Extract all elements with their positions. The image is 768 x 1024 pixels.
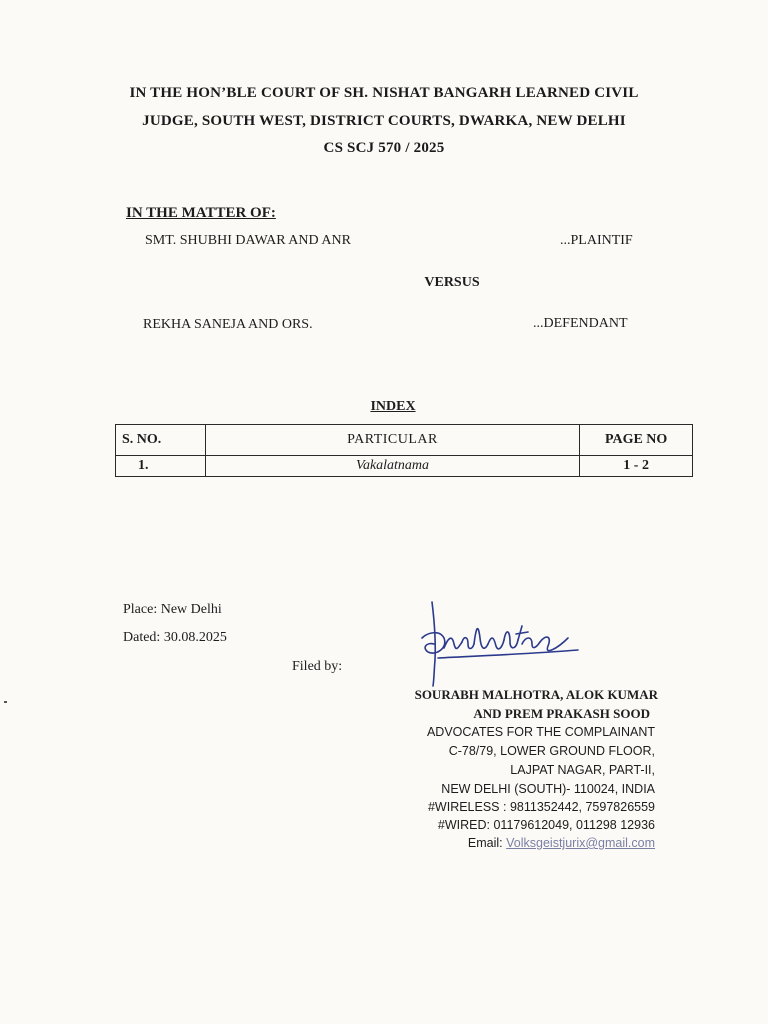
- index-table: [115, 424, 693, 477]
- matter-label: IN THE MATTER OF:: [126, 205, 276, 221]
- row-sno: 1.: [116, 456, 206, 477]
- case-number: CS SCJ 570 / 2025: [323, 140, 445, 156]
- advocate-names-line-2: AND PREM PRAKASH SOOD: [473, 706, 650, 721]
- signature-image: [418, 598, 588, 690]
- header-sno: S. NO.: [116, 425, 206, 456]
- email-label: Email:: [467, 836, 503, 850]
- wired-numbers: #WIRED: 01179612049, 011298 12936: [437, 818, 655, 832]
- index-title: INDEX: [370, 399, 416, 414]
- advocate-names-line-1: SOURABH MALHOTRA, ALOK KUMAR: [414, 687, 658, 702]
- plaintiff-role: ...PLAINTIF: [560, 233, 633, 248]
- address-line-2: LAJPAT NAGAR, PART-II,: [510, 763, 655, 777]
- wireless-numbers: #WIRELESS : 9811352442, 7597826559: [427, 800, 655, 814]
- email-line: [468, 836, 655, 850]
- defendant-name: REKHA SANEJA AND ORS.: [143, 317, 313, 332]
- index-header-row: [116, 425, 693, 456]
- court-heading-line-1: IN THE HON’BLE COURT OF SH. NISHAT BANGARH LEARNED CIVIL: [129, 85, 639, 101]
- place-line: Place: New Delhi: [123, 602, 222, 617]
- scan-speck: [4, 701, 7, 703]
- row-particular: Vakalatnama: [205, 456, 580, 477]
- versus-label: VERSUS: [424, 275, 480, 290]
- dated-line: Dated: 30.08.2025: [123, 630, 227, 645]
- row-page-no: 1 - 2: [580, 456, 693, 477]
- court-heading-line-2: JUDGE, SOUTH WEST, DISTRICT COURTS, DWARKA, NEW DELHI: [142, 113, 626, 129]
- header-page-no: PAGE NO: [580, 425, 693, 456]
- filed-by-label: Filed by:: [292, 659, 343, 674]
- plaintiff-name: SMT. SHUBHI DAWAR AND ANR: [145, 233, 351, 248]
- email-link[interactable]: Volksgeistjurix@gmail.com: [506, 836, 655, 850]
- defendant-role: ...DEFENDANT: [533, 316, 628, 331]
- address-line-1: C-78/79, LOWER GROUND FLOOR,: [448, 744, 655, 758]
- address-line-3: NEW DELHI (SOUTH)- 110024, INDIA: [441, 782, 655, 796]
- advocate-role: ADVOCATES FOR THE COMPLAINANT: [426, 725, 655, 739]
- header-particular: PARTICULAR: [205, 425, 580, 456]
- table-row: [116, 456, 693, 477]
